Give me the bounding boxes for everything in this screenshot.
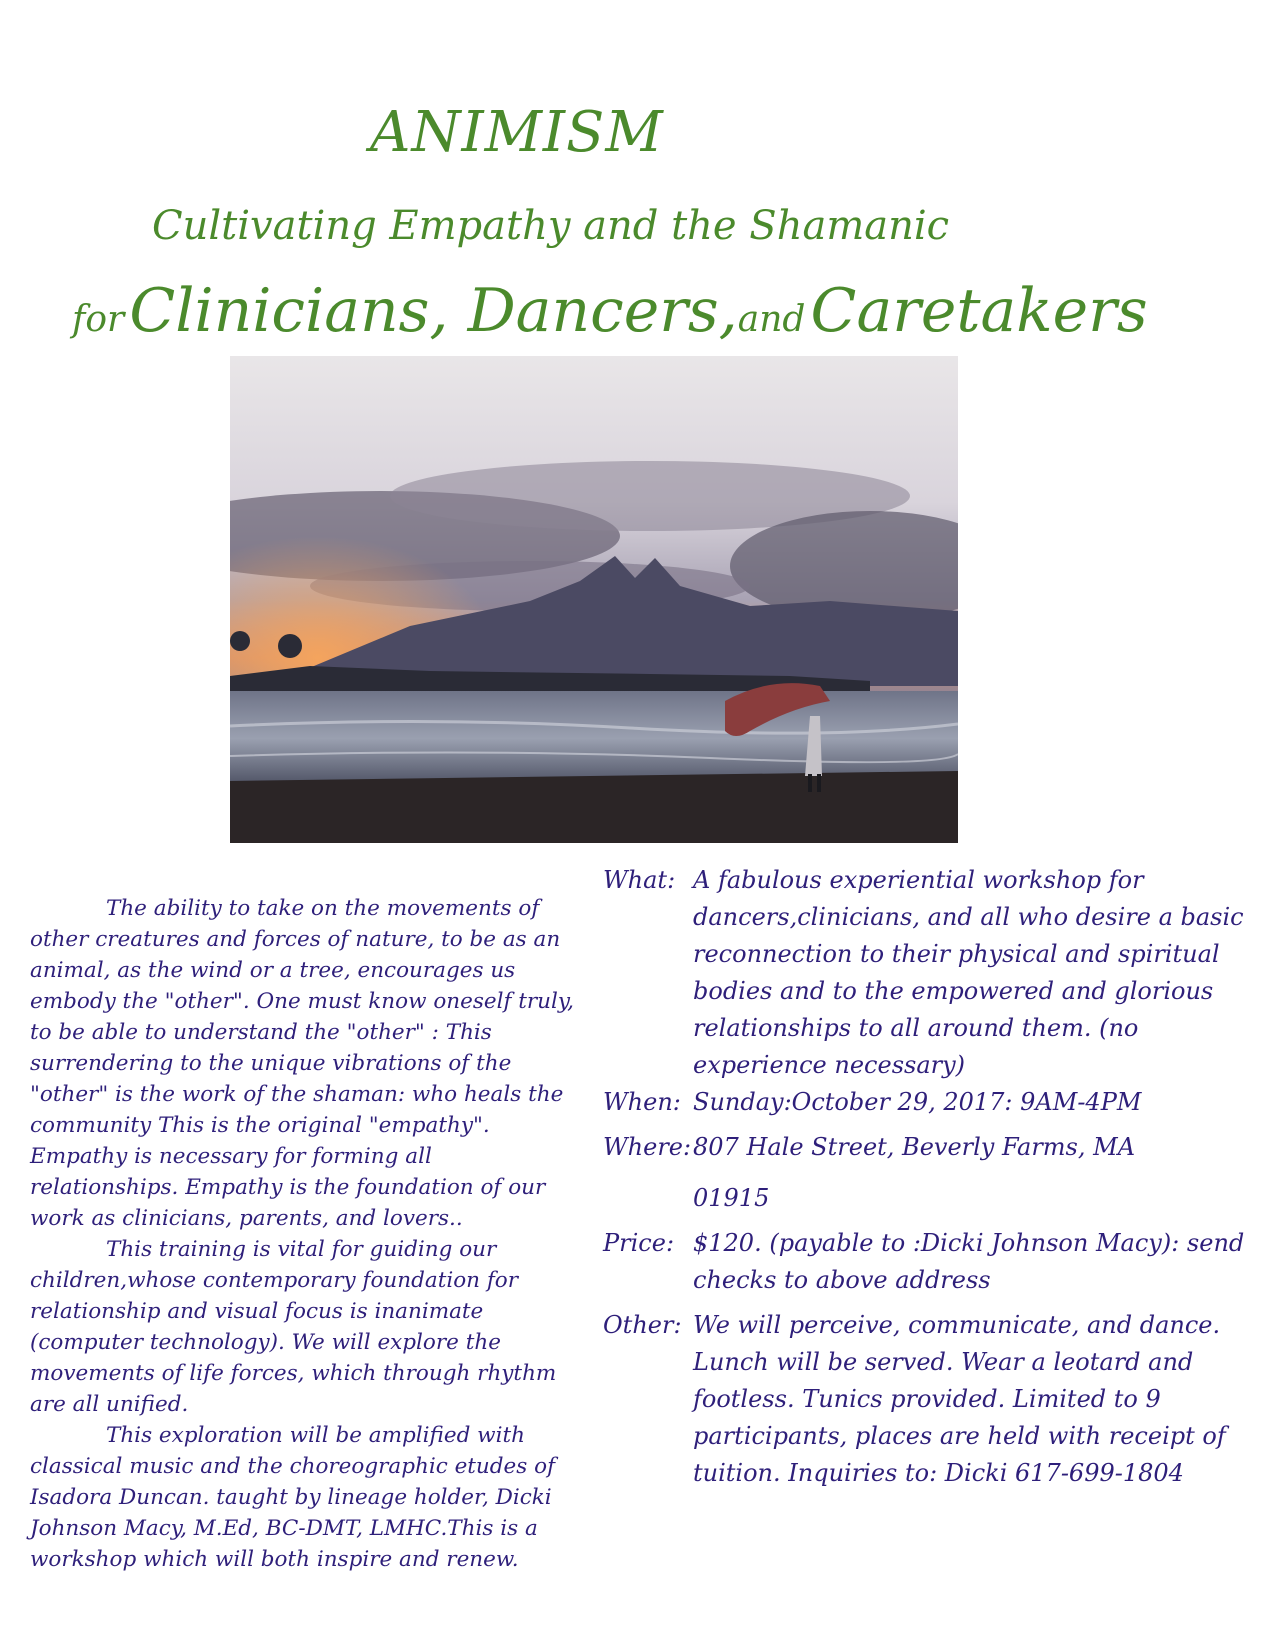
price-label: Price: — [603, 1229, 675, 1257]
detail-where-zip — [603, 1180, 1263, 1217]
detail-other — [603, 1307, 1263, 1492]
description-paragraph: This training is vital for guiding our children,whose contemporary foundation for relationship and visual focus is inanimate (computer technology). We will explore the movements of life forces, which through rhythm are all unified. — [30, 1237, 557, 1417]
audience-caretakers: Caretakers — [810, 276, 1148, 346]
event-details — [603, 862, 1263, 1492]
where-zip-spacer — [603, 1180, 693, 1217]
audience-line — [72, 276, 1148, 346]
where-label: Where: — [603, 1133, 692, 1161]
workshop-description — [30, 893, 585, 1575]
detail-when — [603, 1084, 1263, 1121]
when-value: Sunday:October 29, 2017: 9AM-4PM — [693, 1088, 1142, 1116]
where-zip: 01915 — [693, 1184, 770, 1212]
detail-what — [603, 862, 1263, 1084]
price-value: $120. (payable to :Dicki Johnson Macy): send checks to above address — [693, 1229, 1245, 1294]
what-label: What: — [603, 866, 676, 894]
other-value: We will perceive, communicate, and dance. Lunch will be served. Wear a leotard and footless. Tunics provided. Limited to 9 participants, places are held with receipt of tuition. Inquiries to: Dicki 617-699-1804 — [693, 1311, 1226, 1487]
page-title: ANIMISM — [370, 100, 664, 165]
audience-clinicians: Clinicians, Dancers, — [129, 276, 738, 346]
audience-and: and — [737, 299, 806, 340]
description-paragraph: This exploration will be amplified with classical music and the choreographic etudes of Isadora Duncan. taught by lineage holder, Dicki Johnson Macy, M.Ed, BC-DMT, LMHC.This is a workshop which will both inspire and renew. — [30, 1423, 556, 1572]
what-value: A fabulous experiential workshop for dancers,clinicians, and all who desire a basic reconnection to their physical and spiritual bodies and to the empowered and glorious relationships to all around them. (no experience necessary) — [693, 866, 1244, 1079]
when-label: When: — [603, 1088, 681, 1116]
description-paragraph: The ability to take on the movements of other creatures and forces of nature, to be as an animal, as the wind or a tree, encourages us embody the "other". One must know oneself truly, to be able to understand the "other" : This surrendering to the unique vibrations of the "other" is the work of the shaman: who heals the community This is the original "empathy". Empathy is necessary for forming all relationships. Empathy is the foundation of our work as clinicians, parents, and lovers.. — [30, 896, 575, 1231]
audience-for: for — [72, 299, 125, 340]
sunset-beach-photo — [230, 356, 958, 843]
detail-price — [603, 1225, 1263, 1299]
other-label: Other: — [603, 1311, 682, 1339]
detail-where — [603, 1129, 1263, 1166]
subtitle: Cultivating Empathy and the Shamanic — [152, 203, 950, 249]
where-value: 807 Hale Street, Beverly Farms, MA — [693, 1133, 1136, 1161]
